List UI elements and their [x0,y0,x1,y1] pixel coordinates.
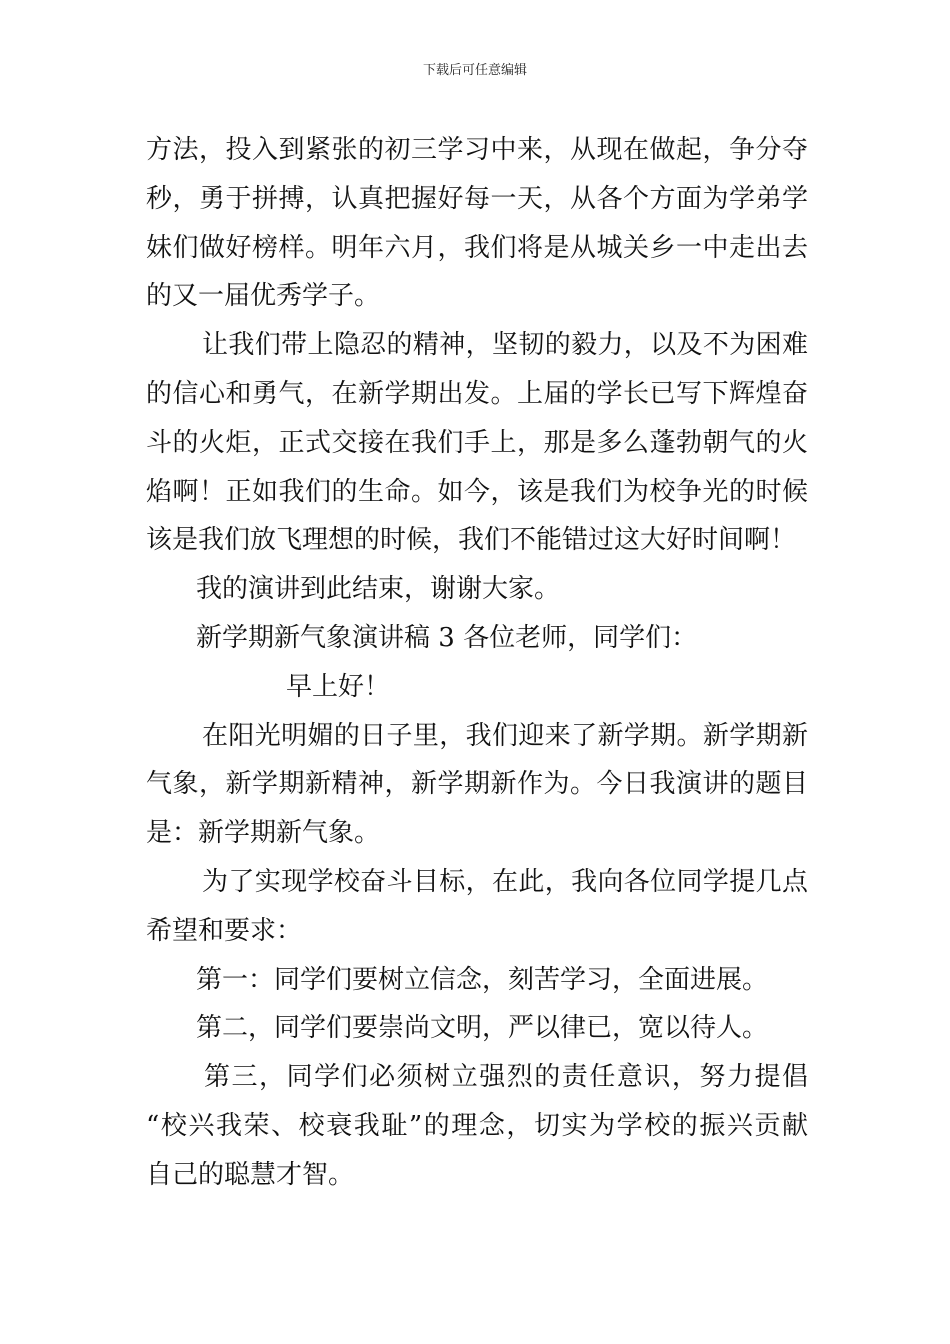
page-header: 下载后可任意编辑 [422,63,527,78]
text-line: 的又一届优秀学子。 [146,281,381,312]
paragraph-start-line: 让我们带上隐忍的精神，坚韧的毅力，以及不为困难 [202,330,808,361]
document-body [146,126,808,1200]
text-line: 秒，勇于拼搏，认真把握好每一天，从各个方面为学弟学 [146,183,808,214]
paragraph-start-line: 第一：同学们要树立信念，刻苦学习，全面进展。 [196,964,769,995]
text-line: 斗的火炬，正式交接在我们手上，那是多么蓬勃朝气的火 [146,427,808,458]
text-line: 是：新学期新气象。 [146,818,381,849]
text-line: “校兴我荣、校衰我耻”的理念，切实为学校的振兴贡献 [146,1110,808,1141]
text-line: 的信心和勇气，在新学期出发。上届的学长已写下辉煌奋 [146,378,808,409]
paragraph-start-line: 我的演讲到此结束，谢谢大家。 [196,574,561,605]
text-line: 希望和要求： [146,915,303,946]
text-line: 焰啊！正如我们的生命。如今，该是我们为校争光的时候 [146,476,808,507]
paragraph-start-line: 为了实现学校奋斗目标，在此，我向各位同学提几点 [202,866,808,897]
paragraph-start-line: 第二，同学们要崇尚文明，严以律已，宽以待人。 [196,1013,769,1044]
paragraph-start-line: 在阳光明媚的日子里，我们迎来了新学期。新学期新 [202,720,808,751]
text-line: 气象，新学期新精神，新学期新作为。今日我演讲的题目 [146,769,808,800]
text-line: 该是我们放飞理想的时候，我们不能错过这大好时间啊！ [146,525,797,556]
text-line: 自己的聪慧才智。 [146,1159,355,1190]
text-line: 方法，投入到紧张的初三学习中来，从现在做起，争分夺 [146,135,808,165]
paragraph-start-line: 第三，同学们必须树立强烈的责任意识，努力提倡 [204,1062,808,1093]
greeting-line: 早上好！ [286,671,391,702]
paragraph-start-line: 新学期新气象演讲稿 3 各位老师，同学们： [196,622,698,653]
text-line: 妹们做好榜样。明年六月，我们将是从城关乡一中走出去 [146,232,808,263]
